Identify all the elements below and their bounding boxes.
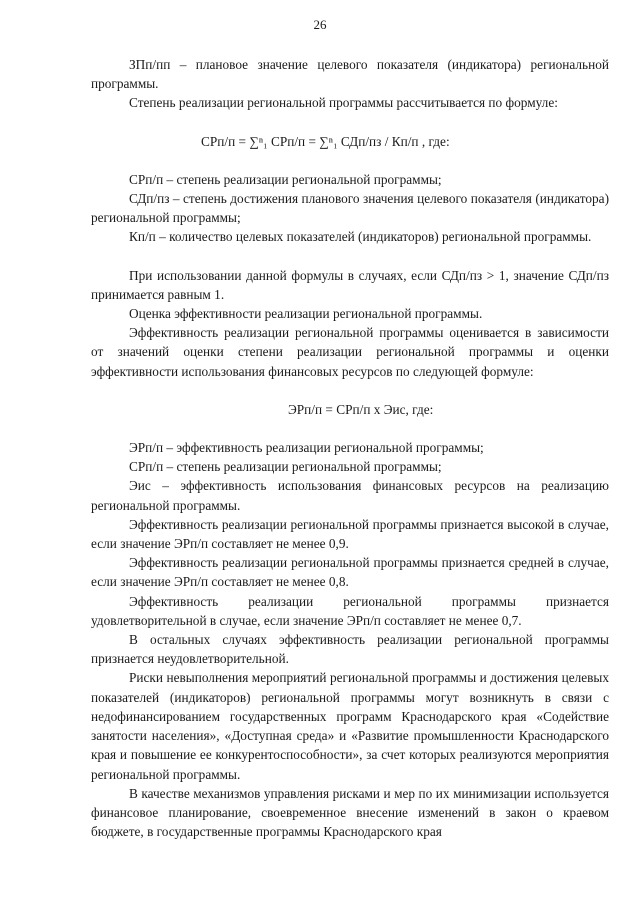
paragraph: Эффективность реализации региональной программы оценивается в зависимости от значений оценки степени реализации региональной программы и оценки эффективности использования финансовых ресурсов по следующей формуле: bbox=[91, 325, 609, 379]
paragraph: В качестве механизмов управления рисками и мер по их минимизации используется финансовое планирование, своевременное внесение изменений в закон о краевом бюджете, в государственные программы Краснодарского края bbox=[91, 785, 609, 840]
paragraph: В остальных случаях эффективность реализации региональной программы признается неудовлетворительной. bbox=[91, 632, 609, 667]
paragraph: Эис – эффективность использования финансовых ресурсов на реализацию региональной программы. bbox=[91, 478, 609, 513]
paragraph: СРп/п – степень реализации региональной программы; bbox=[129, 459, 442, 475]
paragraph: Оценка эффективности реализации региональной программы. bbox=[129, 306, 483, 322]
paragraph: Кп/п – количество целевых показателей (индикаторов) региональной программы. bbox=[129, 229, 592, 245]
paragraph: СДп/пз – степень достижения планового значения целевого показателя (индикатора) региональной программы; bbox=[91, 191, 609, 226]
page-number: 26 bbox=[313, 17, 327, 32]
paragraph: ЗПп/пп – плановое значение целевого показателя (индикатора) региональной программы. bbox=[91, 57, 609, 92]
paragraph: Степень реализации региональной программы рассчитывается по формуле: bbox=[129, 95, 558, 111]
paragraph: ЭРп/п – эффективность реализации региональной программы; bbox=[129, 440, 484, 456]
formula-program-realization: СРп/п = ∑ⁿ₁ СРп/п = ∑ⁿ₁ СДп/пз / Кп/п , где: bbox=[201, 133, 450, 149]
formula-efficiency: ЭРп/п = СРп/п х Эис, где: bbox=[288, 401, 434, 417]
paragraph: При использовании данной формулы в случаях, если СДп/пз > 1, значение СДп/пз принимается равным 1. bbox=[91, 267, 609, 302]
document-body bbox=[91, 55, 609, 841]
paragraph: Эффективность реализации региональной программы признается удовлетворительной в случае, если значение ЭРп/п составляет не менее 0,7. bbox=[91, 593, 609, 628]
paragraph: Эффективность реализации региональной программы признается средней в случае, если значение ЭРп/п составляет не менее 0,8. bbox=[91, 555, 609, 590]
paragraph: СРп/п – степень реализации региональной программы; bbox=[129, 171, 442, 187]
paragraph: Эффективность реализации региональной программы признается высокой в случае, если значение ЭРп/п составляет не менее 0,9. bbox=[91, 516, 609, 552]
paragraph: Риски невыполнения мероприятий региональной программы и достижения целевых показателей (индикаторов) региональной программы могут возникнуть в связи с недофинансированием государственных программ Краснодарского края «Содействие занятости населения», «Доступная среда» и «Развитие промышленности Краснодарского края и повышение ее конкурентоспособности», за счет которых реализуются мероприятия региональной программы. bbox=[91, 670, 609, 782]
